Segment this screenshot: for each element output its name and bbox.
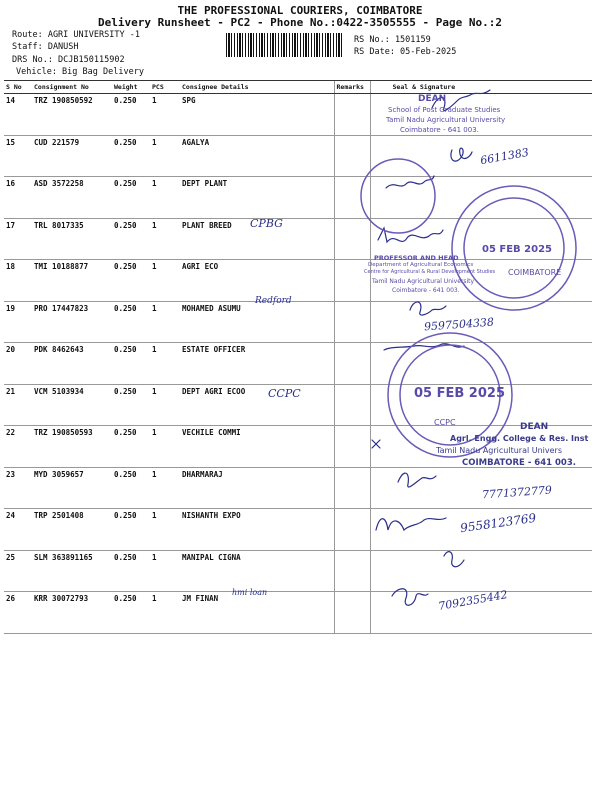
cell-weight: 0.250 [112, 94, 150, 136]
stamp-prof-line5: Coimbatore - 641 003. [392, 287, 460, 294]
cell-sno: 21 [4, 384, 32, 426]
cell-pcs: 1 [150, 550, 180, 592]
stamp-dean-line4: Coimbatore - 641 003. [400, 126, 479, 134]
cell-weight: 0.250 [112, 592, 150, 634]
cell-pcs: 1 [150, 260, 180, 302]
stamp-dean2-line2: Agrl. Engg. College & Res. Inst [450, 434, 589, 443]
cell-pcs: 1 [150, 218, 180, 260]
cell-weight: 0.250 [112, 343, 150, 385]
handwritten-phone-15: 6611383 [479, 145, 530, 168]
staff: Staff: DANUSH [12, 42, 79, 52]
stamp-dean-line3: Tamil Nadu Agricultural University [386, 116, 506, 124]
cell-cn: SLM 363891165 [32, 550, 112, 592]
cell-pcs: 1 [150, 343, 180, 385]
cell-pcs: 1 [150, 177, 180, 219]
handwritten-phone-24: 9558123769 [459, 510, 537, 536]
cell-consignee: DHARMARAJ [180, 467, 334, 509]
stamp-date-21: 05 FEB 2025 [414, 386, 505, 401]
cell-pcs: 1 [150, 384, 180, 426]
stamp-dean-title: DEAN [418, 94, 447, 104]
cell-sno: 23 [4, 467, 32, 509]
cell-sno: 19 [4, 301, 32, 343]
cell-consignee: MOHAMED ASUMU [180, 301, 334, 343]
cell-consignee: VECHILE COMMI [180, 426, 334, 468]
rs-date: RS Date: 05-Feb-2025 [354, 47, 457, 57]
cell-sno: 26 [4, 592, 32, 634]
cell-pcs: 1 [150, 467, 180, 509]
cell-sno: 18 [4, 260, 32, 302]
col-consignee: Consignee Details [180, 81, 334, 94]
cell-pcs: 1 [150, 592, 180, 634]
drs-number: DRS No.: DCJB150115902 [12, 55, 125, 65]
col-seal: Seal & Signature [370, 81, 592, 94]
cell-weight: 0.250 [112, 426, 150, 468]
cell-sno: 24 [4, 509, 32, 551]
handwritten-note-loan: hmi loan [232, 588, 268, 597]
cell-pcs: 1 [150, 301, 180, 343]
cell-consignee: ESTATE OFFICER [180, 343, 334, 385]
handwritten-note-redford: Redford [255, 296, 292, 306]
cell-sno: 16 [4, 177, 32, 219]
stamp-dean-line2: School of Post Graduate Studies [388, 106, 501, 114]
cell-cn: KRR 30072793 [32, 592, 112, 634]
handwritten-phone-26: 7092355442 [437, 588, 509, 613]
cell-sno: 14 [4, 94, 32, 136]
cell-cn: TRZ 190850592 [32, 94, 112, 136]
cell-cn: TRP 2501408 [32, 509, 112, 551]
cell-consignee: PLANT BREED [180, 218, 334, 260]
cell-pcs: 1 [150, 94, 180, 136]
cell-weight: 0.250 [112, 467, 150, 509]
cell-cn: PRO 17447823 [32, 301, 112, 343]
cell-weight: 0.250 [112, 177, 150, 219]
stamp-prof-line4: Tamil Nadu Agricultural University [372, 278, 475, 285]
cell-sno: 20 [4, 343, 32, 385]
col-consignment: Consignment No [32, 81, 112, 94]
handwritten-phone-23: 7771372779 [481, 483, 553, 502]
stamp-ring-16 [361, 159, 435, 233]
stamp-ccpc: CCPC [434, 418, 456, 427]
stamp-dean2-title: DEAN [520, 422, 549, 432]
cell-sno: 17 [4, 218, 32, 260]
cell-consignee: DEPT AGRI ECOO [180, 384, 334, 426]
cell-consignee: DEPT PLANT [180, 177, 334, 219]
cell-weight: 0.250 [112, 218, 150, 260]
vehicle: Vehicle: Big Bag Delivery [16, 67, 144, 77]
cell-cn: VCM 5103934 [32, 384, 112, 426]
cell-weight: 0.250 [112, 384, 150, 426]
cell-cn: MYD 3059657 [32, 467, 112, 509]
rs-number: RS No.: 1501159 [354, 35, 431, 45]
cell-cn: TRZ 190850593 [32, 426, 112, 468]
col-pcs: PCS [150, 81, 180, 94]
cell-cn: CUD 221579 [32, 135, 112, 177]
cell-consignee: NISHANTH EXPO [180, 509, 334, 551]
cell-pcs: 1 [150, 509, 180, 551]
cell-weight: 0.250 [112, 301, 150, 343]
cell-sno: 22 [4, 426, 32, 468]
stamp-date-17: 05 FEB 2025 [482, 244, 552, 255]
stamp-prof-line3: Centre for Agricultural & Rural Development Studies [364, 269, 496, 275]
cell-weight: 0.250 [112, 260, 150, 302]
stamp-dean2-line4: COIMBATORE - 641 003. [462, 458, 576, 468]
cell-cn: TMI 10188877 [32, 260, 112, 302]
cell-weight: 0.250 [112, 135, 150, 177]
cell-weight: 0.250 [112, 509, 150, 551]
cell-consignee: AGALYA [180, 135, 334, 177]
cell-weight: 0.250 [112, 550, 150, 592]
stamp-dean2-line3: Tamil Nadu Agricultural Univers [436, 446, 563, 455]
stamp-prof-line2: Department of Agricultural Economics [368, 262, 474, 268]
stamp-city-17: COIMBATORE [508, 268, 562, 277]
col-weight: Weight [112, 81, 150, 94]
cell-sno: 25 [4, 550, 32, 592]
document-subtitle: Delivery Runsheet - PC2 - Phone No.:0422-3505555 - Page No.:2 [98, 16, 502, 29]
document-title: THE PROFESSIONAL COURIERS, COIMBATORE [177, 4, 423, 17]
cell-cn: ASD 3572258 [32, 177, 112, 219]
cell-consignee: MANIPAL CIGNA [180, 550, 334, 592]
cell-sno: 15 [4, 135, 32, 177]
cell-consignee: AGRI ECO [180, 260, 334, 302]
cell-pcs: 1 [150, 135, 180, 177]
col-sno: S No [4, 81, 32, 94]
handwritten-note-ccpc: CCPC [268, 387, 301, 400]
cell-cn: PDK 8462643 [32, 343, 112, 385]
stamp-prof-line1: PROFESSOR AND HEAD [374, 254, 459, 262]
cell-consignee: JM FINAN [180, 592, 334, 634]
handwritten-note-cpbg: CPBG [250, 217, 283, 230]
col-remarks: Remarks [334, 81, 370, 94]
cell-cn: TRL 8017335 [32, 218, 112, 260]
cell-pcs: 1 [150, 426, 180, 468]
handwritten-phone-19: 9597504338 [423, 315, 495, 334]
route: Route: AGRI UNIVERSITY -1 [12, 30, 140, 40]
cell-consignee: SPG [180, 94, 334, 136]
